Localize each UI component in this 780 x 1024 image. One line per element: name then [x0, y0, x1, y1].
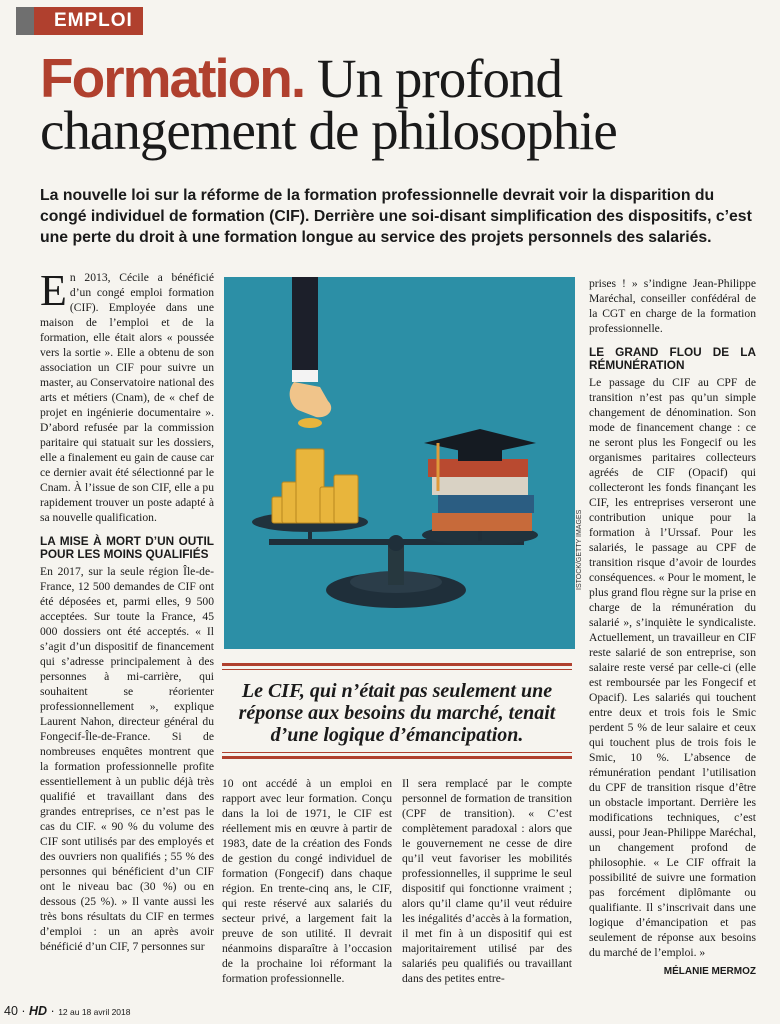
- page-number: 40: [4, 1004, 18, 1018]
- dropcap: E: [40, 266, 67, 315]
- author-byline: MÉLANIE MERMOZ: [663, 966, 756, 977]
- col1-intro: [40, 266, 214, 525]
- col4-intro: prises ! » s’indigne Jean-Philippe Maréchal, conseiller confédéral de la CGT en charge de la formation professionnelle.: [589, 277, 756, 335]
- rubric-tab-decoration: [16, 7, 34, 35]
- col4-body: Le passage du CIF au CPF de transition n’est pas qu’un simple changement de dénomination. Son mode de financement change : ce ne seront plus les Fongecif ou les organismes paritaires collecteurs agréés de CIF (Opacif) qui collecteront les fonds finançant les CIF, les entreprises verseront une contribution unique pour la formation à l’Urssaf. Pour les salariés, le passage au CPF de transition risque d’avoir de lourdes conséquences. « Pour le moment, le plus grand flou règne sur la prise en charge de la rémunération du salarié », s’inquiète le syndicaliste. Actuellement, un travailleur en CIF reste salarié de son entreprise, son salaire reste versé par celle-ci (elle est remboursée par les Fongecif et Opacif). Les salariés qui touchent entre deux et trois fois le Smic perdent 5 % de leur salaire et ceux qui touchent plus de trois fois le Smic, 10 %. L’absence de rémunération pendant l’utilisation du CPF de transition risque d’être un obstacle important. Derrière les modifications techniques, c’est aussi, pour Jean-Philippe Maréchal, un changement profond de philosophie. « Le CIF offrait la possibilité de suivre une formation pas forcément diplômante ou qualifiante. Il s’inscrivait dans une logique d’émancipation et pas seulement de réponse aux besoins du marché de l’emploi. »: [589, 376, 756, 959]
- rubric-label: EMPLOI: [54, 10, 133, 31]
- headline-keyword: Formation.: [40, 47, 305, 109]
- sleeve: [292, 277, 318, 372]
- pullquote-rule-top: [222, 663, 572, 666]
- subhead-1: LA MISE À MORT D’UN OUTIL POUR LES MOINS QUALIFIÉS: [40, 534, 214, 561]
- column-4: [589, 276, 756, 979]
- col1-body: En 2017, sur la seule région Île-de-France, 12 500 demandes de CIF ont été déposées et, parmi elles, 9 500 acceptées. Sur toute la France, 45 000 dossiers ont été acceptés. « Il s’agit d’un dispositif de financement qui s’adresse principalement à des personnes à mi-carrière, qui souhaitent se réorienter professionnellement », explique Laurent Nahon, directeur général du Fongecif-Île-de-France. Si de nombreuses enquêtes montrent que la formation professionnelle profite essentiellement à un public déjà très qualifié et travaillant dans des grandes entreprises, ce n’est pas le cas du CIF. « 90 % du volume des CIF sont utilisés par des employés et des ouvriers non qualifiés ; 55 % des personnes qui bénéficient d’un CIF ont le niveau bac (30 %) ou en dessous (25 %). » Il vante aussi les très bons résultats du CIF en termes d’emploi : un an après avoir bénéficié d’un CIF, 7 personnes sur: [40, 565, 214, 953]
- photo-credit: ISTOCK/GETTY IMAGES: [576, 509, 583, 590]
- falling-coin: [298, 418, 322, 428]
- headline: [40, 47, 760, 161]
- scale-illustration: [224, 277, 575, 649]
- col1-intro-text: n 2013, Cécile a bénéficié d’un congé emploi formation (CIF). Employée dans une maison de l’emploi et de la formation, elle était alors « poussée vers la sortie ». Elle a obtenu de son association un CIF pour suivre un master, au Conservatoire national des arts et métiers (Cnam), de « chef de projet en ingénierie documentaire ». D’abord refusée par la commission paritaire qui statuait sur les dossiers, elle a finalement eu gain de cause car ce dernier avait été sélectionné par le Cnam. À l’issue de son CIF, elle a pu rapidement trouver un poste adapté à sa nouvelle qualification.: [40, 271, 214, 524]
- magazine-name: HD: [29, 1004, 48, 1018]
- pullquote-rule-top-thin: [222, 669, 572, 670]
- column-3: [402, 776, 572, 986]
- page-footer: 40 · HD · 12 au 18 avril 2018: [4, 1004, 131, 1018]
- column-1: [40, 266, 214, 954]
- illustration: [224, 277, 575, 649]
- subhead-2: LE GRAND FLOU DE LA RÉMUNÉRATION: [589, 345, 756, 372]
- section-rubric: [16, 7, 143, 35]
- standfirst: La nouvelle loi sur la réforme de la formation professionnelle devrait voir la disparition du congé individuel de formation (CIF). Derrière une soi-disant simplification des dispositifs, c’est une perte du droit à une formation longue au service des projets personnels des salariés.: [40, 187, 752, 246]
- col2-body: 10 ont accédé à un emploi en rapport avec leur formation. Conçu dans la loi de 1971, le CIF est réellement mis en œuvre à partir de 1983, date de la création des Fonds de gestion du congé individuel de formation (Fongecif) dans chaque région. En trente-cinq ans, le CIF, qui reste réservé aux salariés du secteur privé, a largement fait la preuve de son utilité. Il devrait néanmoins disparaître à l’occasion de la prochaine loi réformant la formation professionnelle.: [222, 777, 392, 985]
- headline-line2: changement de philosophie: [40, 100, 617, 161]
- headline-line1: Un profond: [316, 48, 563, 109]
- pullquote-rule-bottom: [222, 756, 572, 759]
- cuff: [292, 370, 318, 382]
- column-2: [222, 776, 392, 986]
- hand: [290, 382, 332, 417]
- pullquote: Le CIF, qui n’était pas seulement une réponse aux besoins du marché, tenait d’une logique d’émancipation.: [238, 680, 556, 746]
- coin-stacks: [272, 449, 358, 523]
- book-stack: [428, 459, 534, 531]
- pullquote-rule-bottom-thin: [222, 752, 572, 753]
- col3-body: Il sera remplacé par le compte personnel de formation de transition (CPF de transition). « C’est complètement paradoxal : alors que le gouvernement ne cesse de dire qu’il veut favoriser les mobilités professionnelles, il supprime le seul dispositif qui fonctionne vraiment ; alors qu’il clame qu’il veut réduire les inégalités d’accès à la formation, il met fin à un dispositif qui est majoritairement utilisé par des salariés peu qualifiés ou travaillant dans des petites entre-: [402, 777, 572, 985]
- issue-dates: 12 au 18 avril 2018: [58, 1007, 131, 1017]
